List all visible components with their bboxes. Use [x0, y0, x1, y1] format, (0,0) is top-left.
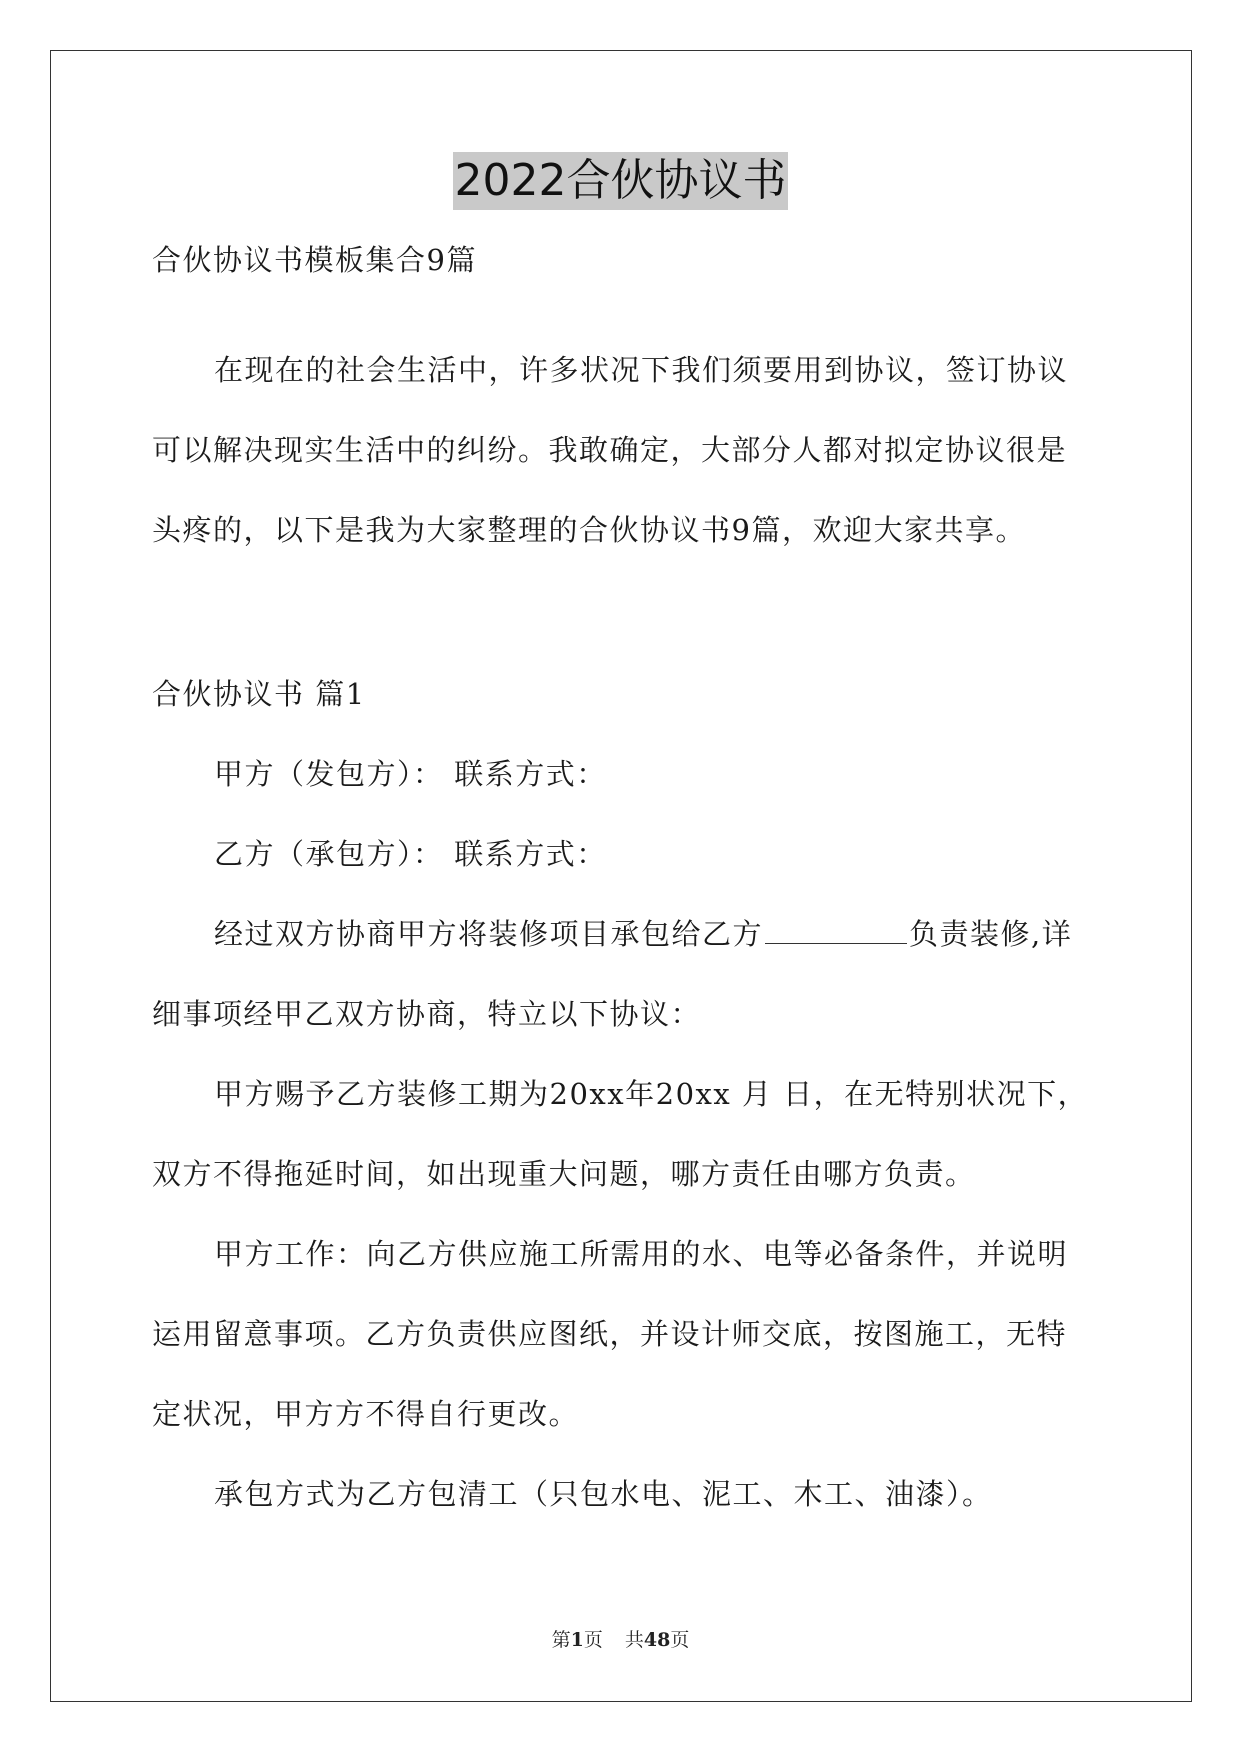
footer-total-prefix: 共: [624, 1629, 644, 1651]
paragraph-3-line-3: 定状况，甲方方不得自行更改。: [152, 1397, 580, 1431]
fill-in-blank: [765, 917, 907, 944]
paragraph-3-line-1: 甲方工作：向乙方供应施工所需用的水、电等必备条件，并说明: [214, 1237, 1069, 1271]
paragraph-3-line-2: 运用留意事项。乙方负责供应图纸，并设计师交底，按图施工，无特: [152, 1317, 1068, 1351]
footer-page-suffix: 页: [583, 1629, 603, 1651]
section-heading: 合伙协议书 篇1: [152, 677, 366, 711]
party-b-line: 乙方（承包方）： 联系方式：: [214, 837, 607, 871]
intro-line-2: 可以解决现实生活中的纠纷。我敢确定，大部分人都对拟定协议很是: [152, 433, 1068, 467]
document-title: 2022合伙协议书: [453, 152, 789, 210]
paragraph-1-line-1: [214, 914, 1072, 954]
title-container: [0, 152, 1241, 210]
paragraph-1-line-2: 细事项经甲乙双方协商，特立以下协议：: [152, 997, 702, 1031]
paragraph-1-text-after-blank: 负责装修,详: [909, 917, 1073, 951]
footer-prefix: 第: [551, 1629, 571, 1651]
footer-page-number: 1: [570, 1629, 584, 1651]
page-border: [50, 50, 1192, 1702]
paragraph-1-text-before-blank: 经过双方协商甲方将装修项目承包给乙方: [214, 917, 764, 951]
paragraph-2-line-2: 双方不得拖延时间，如出现重大问题，哪方责任由哪方负责。: [152, 1157, 976, 1191]
paragraph-2-line-1: 甲方赐予乙方装修工期为20xx年20xx 月 日，在无特别状况下，: [214, 1077, 1089, 1111]
party-a-line: 甲方（发包方）： 联系方式：: [214, 757, 607, 791]
document-subtitle: 合伙协议书模板集合9篇: [152, 243, 477, 277]
intro-line-1: 在现在的社会生活中，许多状况下我们须要用到协议，签订协议: [214, 353, 1069, 387]
intro-line-3: 头疼的，以下是我为大家整理的合伙协议书9篇，欢迎大家共享。: [152, 513, 1026, 547]
page-footer: [0, 1627, 1241, 1653]
footer-total-suffix: 页: [670, 1629, 690, 1651]
footer-total-pages: 48: [643, 1629, 671, 1651]
paragraph-4-line-1: 承包方式为乙方包清工（只包水电、泥工、木工、油漆）。: [214, 1477, 993, 1511]
